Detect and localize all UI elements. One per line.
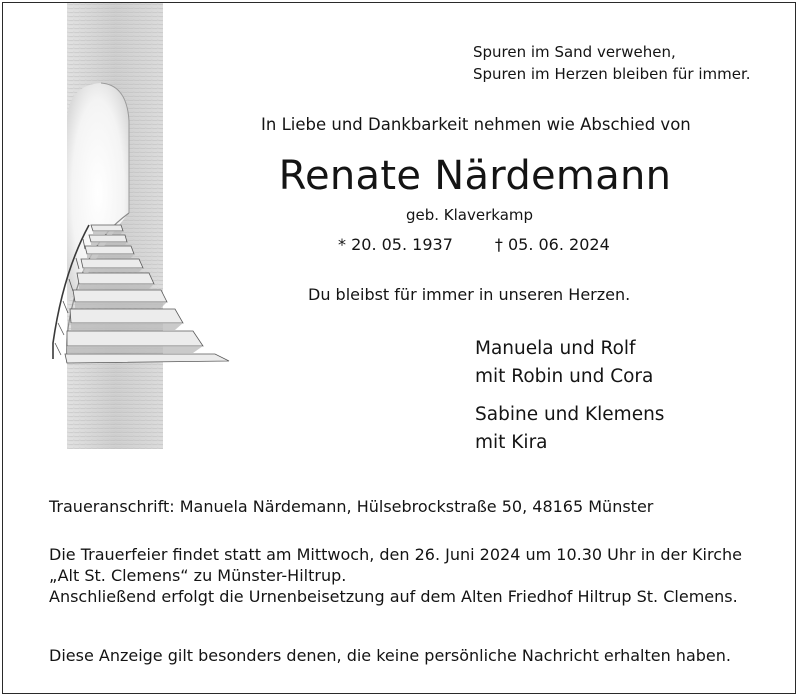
funeral-details xyxy=(49,544,742,607)
mourner-group xyxy=(475,335,653,391)
mourner-line: mit Robin und Cora xyxy=(475,366,654,387)
motto-text: Du bleibst für immer in unseren Herzen. xyxy=(308,285,631,304)
birth-date: * 20. 05. 1937 xyxy=(338,235,453,254)
funeral-line: „Alt St. Clemens“ zu Münster-Hiltrup. xyxy=(49,566,347,585)
deceased-name: Renate Närdemann xyxy=(278,153,672,199)
closing-note: Diese Anzeige gilt besonders denen, die keine persönliche Nachricht erhalten haben. xyxy=(49,646,731,665)
intro-text: In Liebe und Dankbarkeit nehmen wie Abschied von xyxy=(261,115,691,134)
verse-line: Spuren im Herzen bleiben für immer. xyxy=(473,65,751,83)
mourner-group xyxy=(475,401,664,457)
life-dates xyxy=(338,235,610,254)
mourner-line: Manuela und Rolf xyxy=(475,338,636,359)
staircase-illustration xyxy=(43,3,263,449)
memorial-verse xyxy=(473,41,751,85)
verse-line: Spuren im Sand verwehen, xyxy=(473,43,676,61)
mourning-address: Traueranschrift: Manuela Närdemann, Hülsebrockstraße 50, 48165 Münster xyxy=(49,497,654,516)
funeral-line: Anschließend erfolgt die Urnenbeisetzung auf dem Alten Friedhof Hiltrup St. Clemens. xyxy=(49,587,738,606)
mourner-line: Sabine und Klemens xyxy=(475,404,665,425)
mourner-line: mit Kira xyxy=(475,432,548,453)
death-date: † 05. 06. 2024 xyxy=(494,235,610,254)
funeral-line: Die Trauerfeier findet statt am Mittwoch, den 26. Juni 2024 um 10.30 Uhr in der Kirche xyxy=(49,545,742,564)
obituary-card xyxy=(2,2,796,694)
birth-name: geb. Klaverkamp xyxy=(406,206,534,224)
